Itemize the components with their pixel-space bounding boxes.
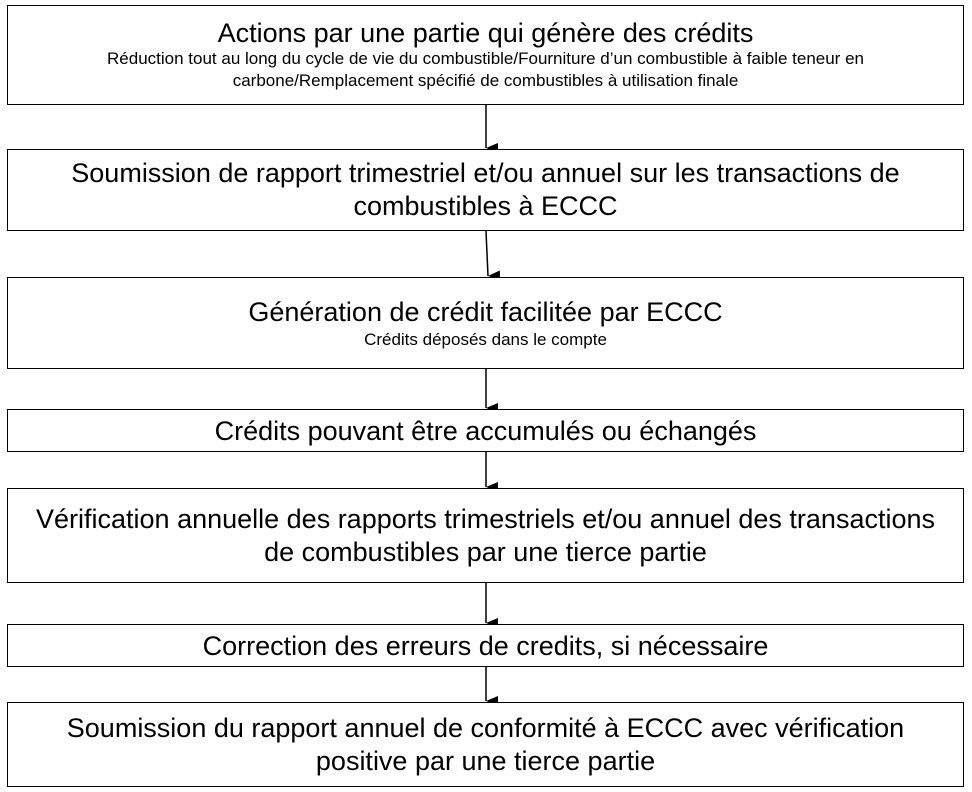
step-4-title: Crédits pouvant être accumulés ou échangés <box>214 415 757 446</box>
step-7-box <box>7 702 964 787</box>
step-1-title: Actions par une partie qui génère des crédits <box>217 18 754 48</box>
step-1-box <box>7 5 964 105</box>
step-3-box <box>7 277 964 369</box>
arrow-2-to-3 <box>486 231 488 276</box>
step-6-box <box>7 624 964 667</box>
step-2-title: Soumission de rapport trimestriel et/ou annuel sur les transactions de combustibles à ECCC <box>71 158 900 221</box>
step-6-title: Correction des erreurs de credits, si nécessaire <box>202 630 769 661</box>
step-7-title: Soumission du rapport annuel de conformité à ECCC avec vérification positive par une tierce partie <box>66 712 905 776</box>
step-3-subtitle: Crédits déposés dans le compte <box>364 329 607 349</box>
step-5-box <box>7 488 964 583</box>
step-5-title: Vérification annuelle des rapports trimestriels et/ou annuel des transactions de combustibles par une tierce partie <box>36 503 935 567</box>
step-1-subtitle: Réduction tout au long du cycle de vie du combustible/Fourniture d’un combustible à faible teneur en carbone/Remplacement spécifié de combustibles à utilisation finale <box>107 49 864 90</box>
step-4-box <box>7 409 964 452</box>
step-3-title: Génération de crédit facilitée par ECCC <box>248 296 723 327</box>
step-2-box <box>7 149 964 231</box>
